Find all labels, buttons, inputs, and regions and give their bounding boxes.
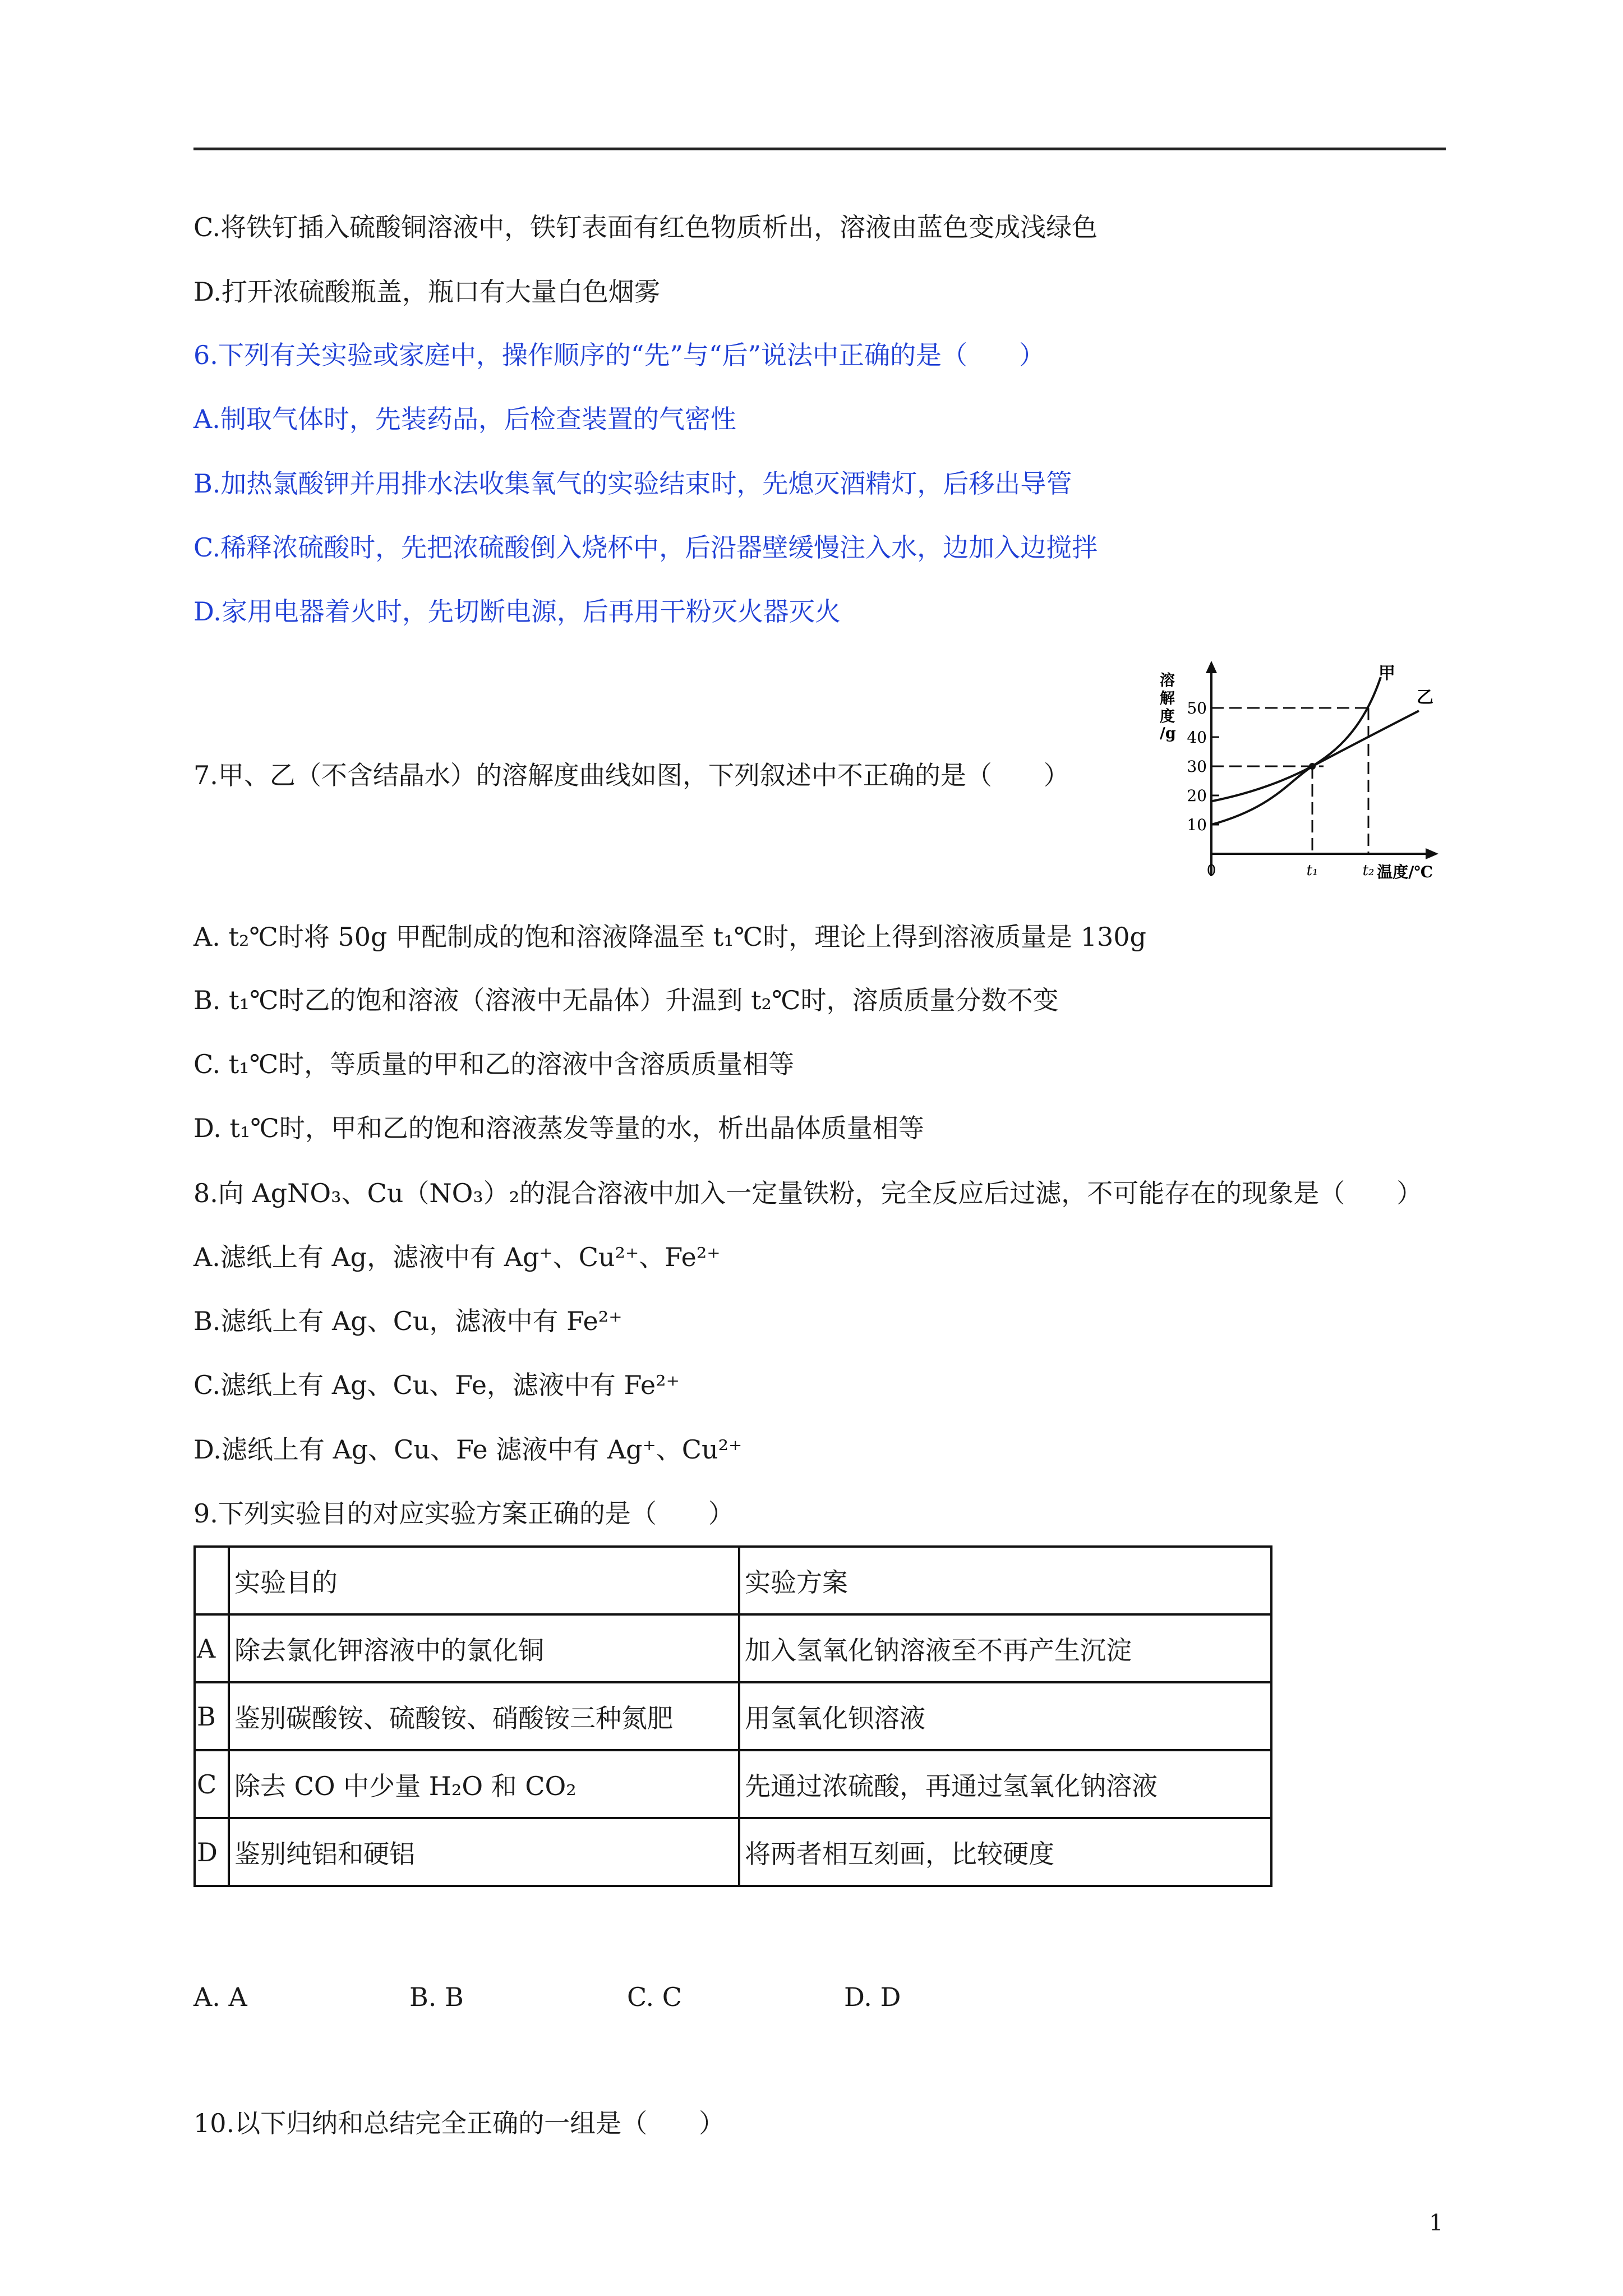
q9-choice-c: C. C	[627, 1982, 682, 2012]
q7-stem: 7.甲、乙（不含结晶水）的溶解度曲线如图，下列叙述中不正确的是（ ）	[193, 760, 1069, 790]
series-jia-curve	[1211, 677, 1381, 825]
table-header-cell: 实验目的	[229, 1547, 739, 1614]
intersection-point	[1309, 763, 1316, 770]
x-tick-label: t₁	[1306, 862, 1318, 879]
q10-stem: 10.以下归纳和总结完全正确的一组是（ ）	[193, 2108, 725, 2138]
table-cell: 除去氯化钾溶液中的氯化铜	[229, 1614, 739, 1682]
q7-option-b: B. t₁℃时乙的饱和溶液（溶液中无晶体）升温到 t₂℃时，溶质质量分数不变	[193, 985, 1059, 1015]
q6-stem: 6.下列有关实验或家庭中，操作顺序的“先”与“后”说法中正确的是（ ）	[193, 340, 1045, 370]
table-cell: 鉴别纯铝和硬铝	[229, 1818, 739, 1886]
q9-stem: 9.下列实验目的对应实验方案正确的是（ ）	[193, 1498, 734, 1529]
x-axis	[1211, 848, 1438, 859]
q8-option-c: C.滤纸上有 Ag、Cu、Fe，滤液中有 Fe²⁺	[193, 1370, 680, 1400]
solubility-chart	[1150, 656, 1464, 892]
table-cell: 将两者相互刻画，比较硬度	[739, 1818, 1271, 1886]
table-row	[195, 1614, 1271, 1682]
q9-choice-d: D. D	[844, 1982, 901, 2012]
table-cell: 除去 CO 中少量 H₂O 和 CO₂	[229, 1750, 739, 1818]
q8-option-a: A.滤纸上有 Ag，滤液中有 Ag⁺、Cu²⁺、Fe²⁺	[193, 1242, 721, 1272]
table-header-cell: 实验方案	[739, 1547, 1271, 1614]
table-cell: D	[195, 1818, 229, 1886]
series-jia-label: 甲	[1378, 664, 1395, 683]
table-cell: B	[195, 1682, 229, 1750]
q9-table	[193, 1545, 1272, 1887]
table-cell: 先通过浓硫酸，再通过氢氧化钠溶液	[739, 1750, 1271, 1818]
y-tick-label: 20	[1187, 786, 1207, 805]
table-cell: 鉴别碳酸铵、硫酸铵、硝酸铵三种氮肥	[229, 1682, 739, 1750]
table-cell: 加入氢氧化钠溶液至不再产生沉淀	[739, 1614, 1271, 1682]
y-tick-label: 40	[1187, 728, 1207, 747]
q6-option-b: B.加热氯酸钾并用排水法收集氧气的实验结束时，先熄灭酒精灯，后移出导管	[193, 468, 1072, 499]
q8-stem: 8.向 AgNO₃、Cu（NO₃）₂的混合溶液中加入一定量铁粉，完全反应后过滤，不可能存在的现象是（ ）	[193, 1178, 1423, 1208]
q5-option-d: D.打开浓硫酸瓶盖，瓶口有大量白色烟雾	[193, 277, 660, 307]
y-axis-label: 溶	[1160, 672, 1175, 689]
table-row	[195, 1818, 1271, 1886]
x-axis-label: 温度/℃	[1377, 863, 1433, 881]
table-header-cell	[195, 1547, 229, 1614]
y-tick-label: 30	[1187, 757, 1207, 776]
table-row	[195, 1682, 1271, 1750]
q7-option-c: C. t₁℃时，等质量的甲和乙的溶液中含溶质质量相等	[193, 1049, 795, 1079]
series-yi-curve	[1211, 711, 1419, 801]
x-tick-label: 0	[1206, 862, 1216, 879]
table-cell: C	[195, 1750, 229, 1818]
q8-option-d: D.滤纸上有 Ag、Cu、Fe 滤液中有 Ag⁺、Cu²⁺	[193, 1434, 743, 1465]
y-axis-label-2: 解	[1160, 690, 1175, 707]
header-rule	[193, 148, 1446, 150]
table-cell: 用氢氧化钡溶液	[739, 1682, 1271, 1750]
y-tick-label: 50	[1187, 699, 1207, 717]
q8-option-b: B.滤纸上有 Ag、Cu，滤液中有 Fe²⁺	[193, 1306, 623, 1336]
q5-option-c: C.将铁钉插入硫酸铜溶液中，铁钉表面有红色物质析出，溶液由蓝色变成浅绿色	[193, 212, 1098, 242]
table-row	[195, 1750, 1271, 1818]
q6-option-c: C.稀释浓硫酸时，先把浓硫酸倒入烧杯中，后沿器壁缓慢注入水，边加入边搅拌	[193, 532, 1098, 563]
q7-option-d: D. t₁℃时，甲和乙的饱和溶液蒸发等量的水，析出晶体质量相等	[193, 1113, 924, 1143]
q6-option-d: D.家用电器着火时，先切断电源，后再用干粉灭火器灭火	[193, 596, 841, 627]
y-axis	[1206, 661, 1217, 876]
x-tick-label: t₂	[1362, 862, 1375, 879]
series-yi-label: 乙	[1417, 688, 1433, 708]
q7-option-a: A. t₂℃时将 50g 甲配制成的饱和溶液降温至 t₁℃时，理论上得到溶液质量是 130g	[193, 922, 1146, 952]
y-tick-label: 10	[1187, 816, 1207, 834]
q6-option-a: A.制取气体时，先装药品，后检查装置的气密性	[193, 404, 736, 434]
y-axis-label-4: /g	[1160, 725, 1176, 742]
page-number: 1	[1429, 2210, 1444, 2236]
y-axis-label-3: 度	[1160, 708, 1175, 725]
table-cell: A	[195, 1614, 229, 1682]
q9-choice-a: A. A	[193, 1982, 247, 2012]
q9-choice-b: B. B	[409, 1982, 464, 2012]
table-header-row	[195, 1547, 1271, 1614]
